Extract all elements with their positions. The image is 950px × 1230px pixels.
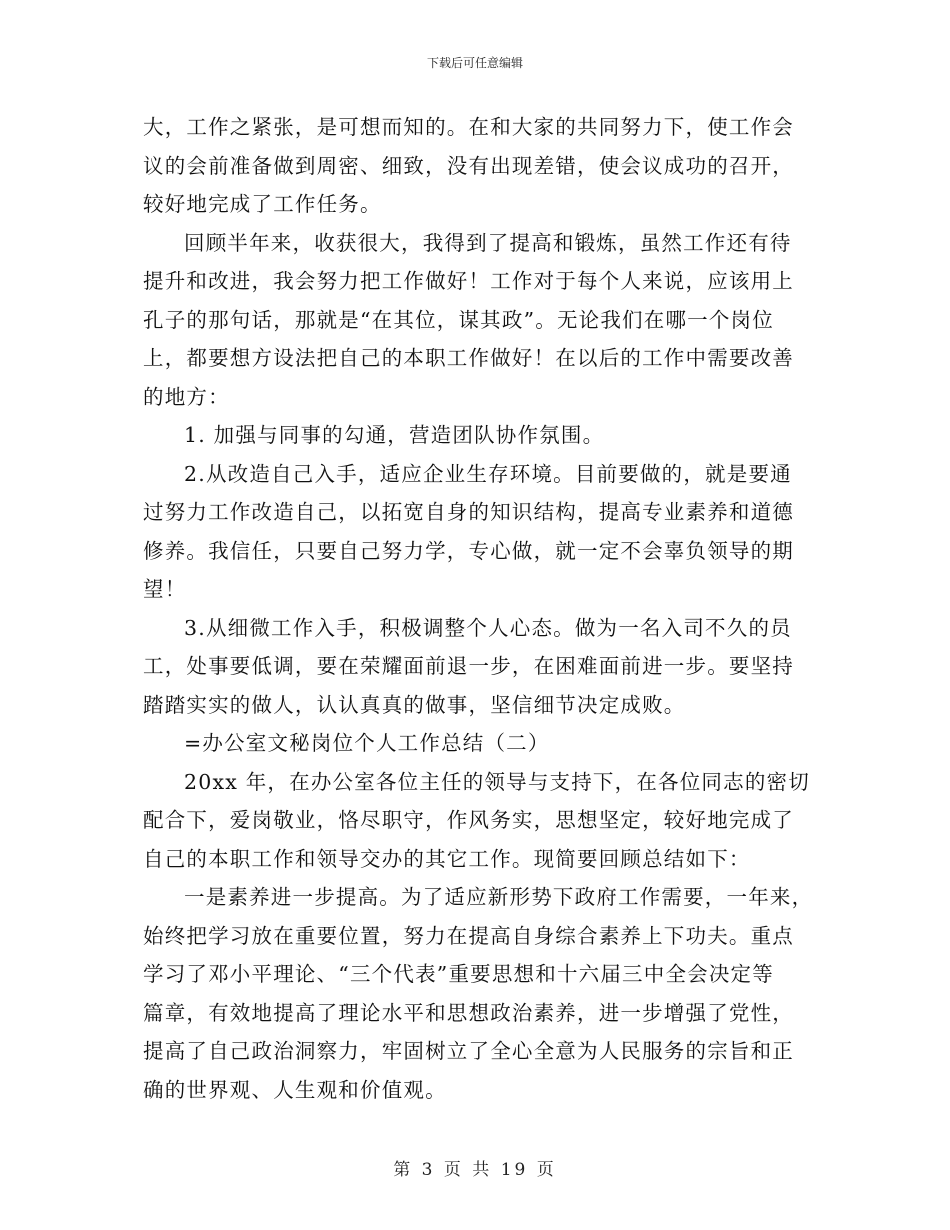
document-body [143, 108, 814, 1109]
text-line: 3.从细微工作入手，积极调整个人心态。做为一名入司不久的员 [184, 615, 792, 640]
page-header: 下载后可任意编辑 [426, 56, 523, 70]
text-line: 的地方： [143, 384, 230, 409]
text-line: 20xx 年，在办公室各位主任的领导与支持下，在各位同志的密切 [184, 769, 810, 794]
text-line: 望！ [143, 577, 187, 601]
text-line: 大，工作之紧张，是可想而知的。在和大家的共同努力下，使工作会 [143, 115, 794, 139]
text-line: 踏踏实实的做人，认认真真的做事，坚信细节决定成败。 [143, 692, 686, 717]
text-line: 工，处事要低调，要在荣耀面前退一步，在困难面前进一步。要坚持 [143, 654, 794, 678]
text-line: 篇章，有效地提高了理论水平和思想政治素养，进一步增强了党性， [143, 1000, 794, 1025]
text-line: 1. 加强与同事的勾通，营造团队协作氛围。 [184, 423, 605, 447]
text-line: 议的会前准备做到周密、细致，没有出现差错，使会议成功的召开， [143, 153, 794, 178]
text-line: 2.从改造自己入手，适应企业生存环境。目前要做的，就是要通 [184, 461, 792, 486]
text-line: 修养。我信任，只要自己努力学，专心做，就一定不会辜负领导的期 [143, 538, 794, 563]
text-line: 较好地完成了工作任务。 [143, 192, 382, 216]
text-line: 提升和改进，我会努力把工作做好！工作对于每个人来说，应该用上 [143, 269, 794, 293]
text-line: 自己的本职工作和领导交办的其它工作。现简要回顾总结如下： [143, 846, 751, 871]
text-line: 学习了邓小平理论、“三个代表”重要思想和十六届三中全会决定等 [143, 962, 774, 986]
text-line: 回顾半年来，收获很大，我得到了提高和锻炼，虽然工作还有待 [184, 230, 792, 255]
text-line: 提高了自己政治洞察力，牢固树立了全心全意为人民服务的宗旨和正 [143, 1039, 794, 1063]
text-line: 上，都要想方设法把自己的本职工作做好！在以后的工作中需要改善 [143, 346, 794, 370]
text-line: 一是素养进一步提高。为了适应新形势下政府工作需要，一年来， [184, 885, 814, 909]
text-line: 确的世界观、人生观和价值观。 [143, 1077, 447, 1102]
text-line: 配合下，爱岗敬业，恪尽职守，作风务实，思想坚定，较好地完成了 [143, 808, 794, 832]
text-line: 始终把学习放在重要位置，努力在提高自身综合素养上下功夫。重点 [143, 923, 794, 948]
text-line: 孔子的那句话，那就是“在其位，谋其政”。无论我们在哪一个岗位 [143, 307, 774, 332]
text-line: =办公室文秘岗位个人工作总结（二） [184, 731, 550, 755]
page-footer: 第 3 页 共 19 页 [393, 1160, 557, 1180]
text-line: 过努力工作改造自己，以拓宽自身的知识结构，提高专业素养和道德 [143, 500, 794, 524]
